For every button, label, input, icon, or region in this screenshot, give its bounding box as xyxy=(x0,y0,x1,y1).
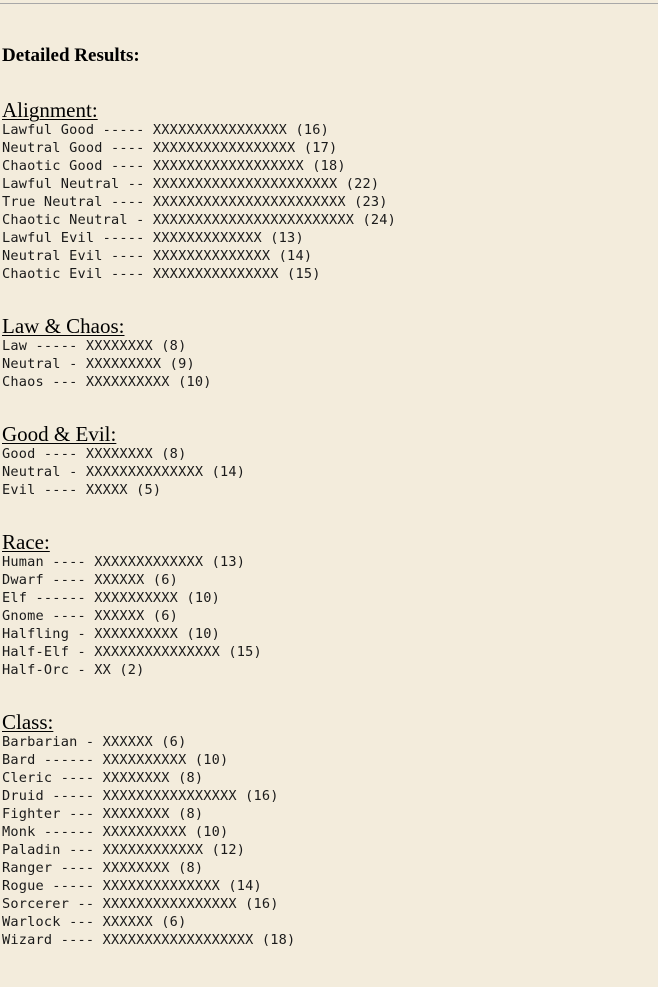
result-line: Rogue ----- XXXXXXXXXXXXXX (14) xyxy=(2,878,262,894)
result-line: Wizard ---- XXXXXXXXXXXXXXXXXX (18) xyxy=(2,932,296,948)
result-line: Lawful Neutral -- XXXXXXXXXXXXXXXXXXXXXX (22) xyxy=(2,176,380,192)
result-line: Neutral Good ---- XXXXXXXXXXXXXXXXX (17) xyxy=(2,140,338,156)
result-line: Cleric ---- XXXXXXXX (8) xyxy=(2,770,204,786)
result-line: True Neutral ---- XXXXXXXXXXXXXXXXXXXXXXX (23) xyxy=(2,194,388,210)
result-line: Chaotic Evil ---- XXXXXXXXXXXXXXX (15) xyxy=(2,266,321,282)
result-line: Dwarf ---- XXXXXX (6) xyxy=(2,572,179,588)
law-chaos-heading: Law & Chaos: xyxy=(2,314,125,338)
result-line: Lawful Evil ----- XXXXXXXXXXXXX (13) xyxy=(2,230,304,246)
result-line: Paladin --- XXXXXXXXXXXX (12) xyxy=(2,842,246,858)
top-divider xyxy=(0,3,658,4)
race-section xyxy=(2,531,656,679)
result-line: Evil ---- XXXXX (5) xyxy=(2,482,162,498)
class-results-list xyxy=(2,733,656,949)
page-title: Detailed Results: xyxy=(2,45,140,66)
law-chaos-section xyxy=(2,315,656,391)
result-line: Human ---- XXXXXXXXXXXXX (13) xyxy=(2,554,246,570)
result-line: Gnome ---- XXXXXX (6) xyxy=(2,608,179,624)
result-line: Elf ------ XXXXXXXXXX (10) xyxy=(2,590,220,606)
result-line: Neutral - XXXXXXXXX (9) xyxy=(2,356,195,372)
alignment-results-list xyxy=(2,121,656,283)
result-line: Barbarian - XXXXXX (6) xyxy=(2,734,187,750)
good-evil-results-list xyxy=(2,445,656,499)
result-line: Neutral - XXXXXXXXXXXXXX (14) xyxy=(2,464,246,480)
result-line: Sorcerer -- XXXXXXXXXXXXXXXX (16) xyxy=(2,896,279,912)
result-line: Chaotic Neutral - XXXXXXXXXXXXXXXXXXXXXXXX (24) xyxy=(2,212,397,228)
result-line: Neutral Evil ---- XXXXXXXXXXXXXX (14) xyxy=(2,248,313,264)
alignment-section xyxy=(2,99,656,283)
result-line: Ranger ---- XXXXXXXX (8) xyxy=(2,860,204,876)
result-line: Half-Elf - XXXXXXXXXXXXXXX (15) xyxy=(2,644,262,660)
result-line: Lawful Good ----- XXXXXXXXXXXXXXXX (16) xyxy=(2,122,329,138)
result-line: Half-Orc - XX (2) xyxy=(2,662,145,678)
result-line: Bard ------ XXXXXXXXXX (10) xyxy=(2,752,229,768)
result-line: Halfling - XXXXXXXXXX (10) xyxy=(2,626,220,642)
result-line: Chaos --- XXXXXXXXXX (10) xyxy=(2,374,212,390)
race-results-list xyxy=(2,553,656,679)
good-evil-heading: Good & Evil: xyxy=(2,422,117,446)
result-line: Warlock --- XXXXXX (6) xyxy=(2,914,187,930)
law-chaos-results-list xyxy=(2,337,656,391)
alignment-heading: Alignment: xyxy=(2,98,98,122)
good-evil-section xyxy=(2,423,656,499)
class-section xyxy=(2,711,656,949)
result-line: Chaotic Good ---- XXXXXXXXXXXXXXXXXX (18) xyxy=(2,158,346,174)
result-line: Good ---- XXXXXXXX (8) xyxy=(2,446,187,462)
result-line: Druid ----- XXXXXXXXXXXXXXXX (16) xyxy=(2,788,279,804)
result-line: Fighter --- XXXXXXXX (8) xyxy=(2,806,204,822)
class-heading: Class: xyxy=(2,710,54,734)
result-line: Monk ------ XXXXXXXXXX (10) xyxy=(2,824,229,840)
race-heading: Race: xyxy=(2,530,50,554)
result-line: Law ----- XXXXXXXX (8) xyxy=(2,338,187,354)
